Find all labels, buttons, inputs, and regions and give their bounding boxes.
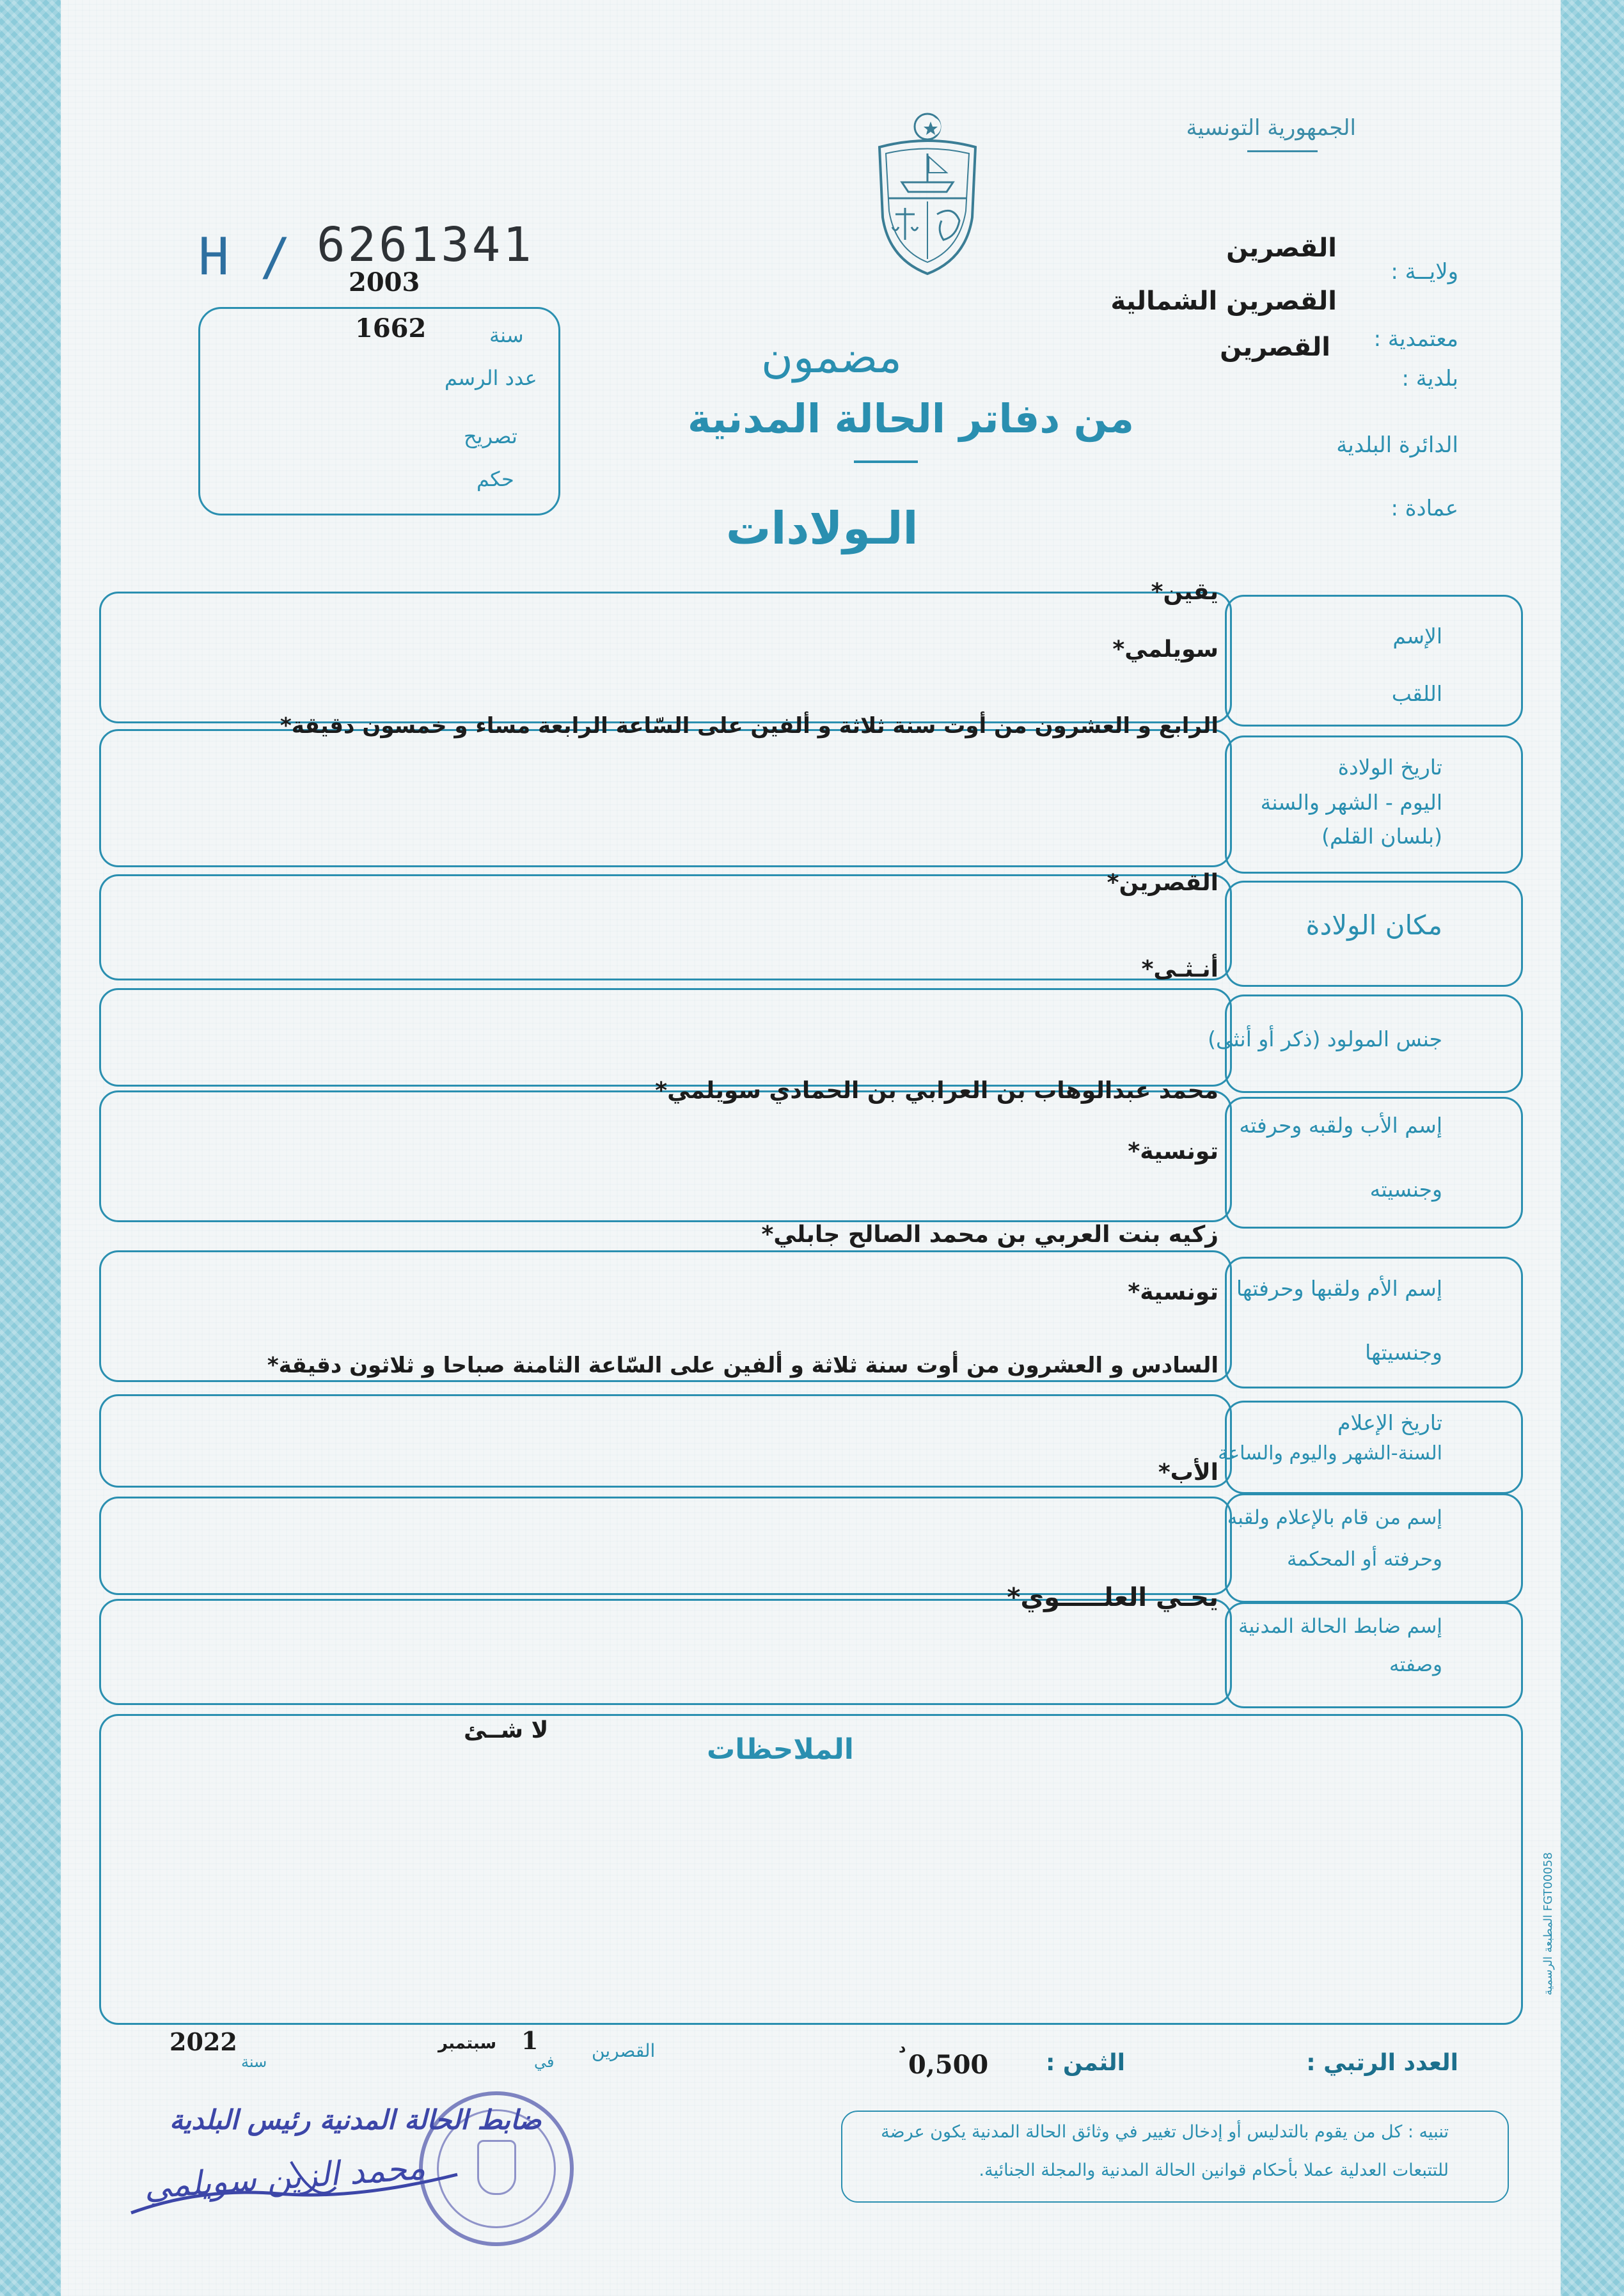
father-nationality-value: تونسية* xyxy=(1128,1138,1218,1165)
father-name-value: محمد عبدالوهاب بن العرابي بن الحمادي سويلمي* xyxy=(655,1078,1218,1104)
footer-year-label: سنة xyxy=(241,2053,267,2071)
declaration-date-label: تاريخ الإعلام xyxy=(1337,1410,1442,1435)
signature-stroke-icon xyxy=(125,2149,483,2226)
footer-place: القصرين xyxy=(592,2040,656,2061)
birth-date-sublabel: اليوم - الشهر والسنة xyxy=(1260,790,1442,815)
declaration-type-label: تصريح xyxy=(464,424,517,448)
officer-sublabel: وصفته xyxy=(1389,1653,1442,1676)
wilaya-label: ولايــة : xyxy=(1391,259,1458,285)
judgment-type-label: حكم xyxy=(477,467,514,491)
birth-date-in-words-label: (بلسان القلم) xyxy=(1321,824,1442,849)
printer-mark: المطبعة الرسمية FGT00058 xyxy=(1541,1852,1555,1995)
footer-in-label: في xyxy=(534,2053,555,2071)
document-title-sub: من دفاتر الحالة المدنية xyxy=(688,395,1134,442)
remarks-value: لا شــئ xyxy=(464,1717,549,1743)
father-entry-box xyxy=(99,1090,1232,1222)
delegation-label: معتمدية : xyxy=(1373,326,1458,352)
declarant-label: إسم من قام بالإعلام ولقبه xyxy=(1227,1506,1442,1529)
declarant-sublabel: وحرفته أو المحكمة xyxy=(1287,1548,1442,1571)
birth-place-entry-box xyxy=(99,874,1232,980)
mother-label: إسم الأم ولقبها وحرفتها xyxy=(1236,1276,1442,1301)
last-name-value: سويلمي* xyxy=(1112,636,1218,663)
price-unit: د xyxy=(899,2040,906,2056)
municipality-value: القصرين xyxy=(1220,333,1330,362)
birth-date-value: الرابع و العشرون من أوت سنة ثلاثة و ألفين على السّاعة الرابعة مساء و خمسون دقيقة* xyxy=(280,713,1218,739)
header-divider xyxy=(1247,150,1318,152)
mother-nationality-label: وجنسيتها xyxy=(1365,1340,1442,1365)
name-label-box xyxy=(1225,595,1523,727)
document-title-word: مضمون xyxy=(761,333,902,383)
serial-label: العدد الرتبي : xyxy=(1306,2050,1458,2076)
birth-date-entry-box xyxy=(99,729,1232,867)
mother-name-value: زكيه بنت العربي بن محمد الصالح جابلي* xyxy=(761,1222,1218,1248)
tunisia-coat-of-arms-icon xyxy=(870,109,985,281)
wilaya-value: القصرين xyxy=(1226,233,1337,263)
remarks-label: الملاحظات xyxy=(707,1733,854,1766)
footer-year: 2022 xyxy=(169,2027,237,2056)
name-entry-box xyxy=(99,592,1232,723)
declarant-entry-box xyxy=(99,1497,1232,1595)
birth-date-label: تاريخ الولادة xyxy=(1337,755,1442,780)
gender-entry-box xyxy=(99,988,1232,1087)
declaration-date-entry-box xyxy=(99,1394,1232,1488)
delegation-value: القصرين الشمالية xyxy=(1110,287,1337,316)
registry-year-label: سنة xyxy=(489,323,524,347)
footer-day: 1 xyxy=(521,2026,539,2055)
printer-mark-wrap xyxy=(1541,1829,1561,1995)
notice-line-1: تنبيه : كل من يقوم بالتدليس أو إدخال تغيير في وثائق الحالة المدنية يكون عرضة xyxy=(881,2122,1449,2142)
officer-value: يحـي العلـــــوي* xyxy=(1007,1583,1218,1612)
declarant-value: الأب* xyxy=(1158,1459,1218,1486)
declaration-date-sublabel: السنة-الشهر واليوم والساعة xyxy=(1218,1442,1442,1465)
registry-number-value: 1662 xyxy=(355,313,427,343)
surname-label: اللقب xyxy=(1391,681,1442,706)
birth-certificate-paper xyxy=(61,0,1561,2296)
title-underline xyxy=(854,460,918,463)
name-label: الإسم xyxy=(1392,624,1442,649)
birth-place-value: القصرين* xyxy=(1107,870,1218,896)
price-value: 0,500 xyxy=(908,2050,989,2080)
mother-nationality-value: تونسية* xyxy=(1128,1279,1218,1305)
gender-value: أنـثـى* xyxy=(1141,956,1218,982)
birth-place-label: مكان الولادة xyxy=(1305,909,1442,941)
section-title: الـولادات xyxy=(726,502,918,554)
registry-number-label: عدد الرسم xyxy=(445,366,537,390)
registry-year-value: 2003 xyxy=(349,267,420,297)
handwritten-signature: محمد الزين سويلمي xyxy=(143,2148,427,2207)
price-label: الثمن : xyxy=(1046,2050,1126,2076)
serial-number: 6261341 xyxy=(317,217,534,272)
gender-label: جنس المولود (ذكر أو أنثى) xyxy=(1208,1026,1442,1051)
serial-prefix: H / xyxy=(198,227,291,287)
footer-month: سبتمبر xyxy=(438,2034,497,2053)
municipality-label: بلدية : xyxy=(1401,366,1458,391)
omda-label: عمادة : xyxy=(1391,496,1458,521)
officer-entry-box xyxy=(99,1599,1232,1705)
father-label: إسم الأب ولقبه وحرفته xyxy=(1239,1113,1442,1138)
first-name-value: يقين* xyxy=(1151,579,1218,605)
officer-label: إسم ضابط الحالة المدنية xyxy=(1238,1615,1442,1638)
notice-line-2: للتتبعات العدلية عملا بأحكام قوانين الحالة المدنية والمجلة الجنائية. xyxy=(979,2160,1449,2180)
republic-title: الجمهورية التونسية xyxy=(1186,115,1356,141)
father-nationality-label: وجنسيته xyxy=(1369,1177,1442,1202)
district-label: الدائرة البلدية xyxy=(1336,432,1458,458)
officer-title-stamp: ضابط الحالة المدنية رئيس البلدية xyxy=(169,2104,542,2135)
declaration-date-value: السادس و العشرون من أوت سنة ثلاثة و ألفين على السّاعة الثامنة صباحا و ثلاثون دقيقة* xyxy=(267,1353,1218,1378)
